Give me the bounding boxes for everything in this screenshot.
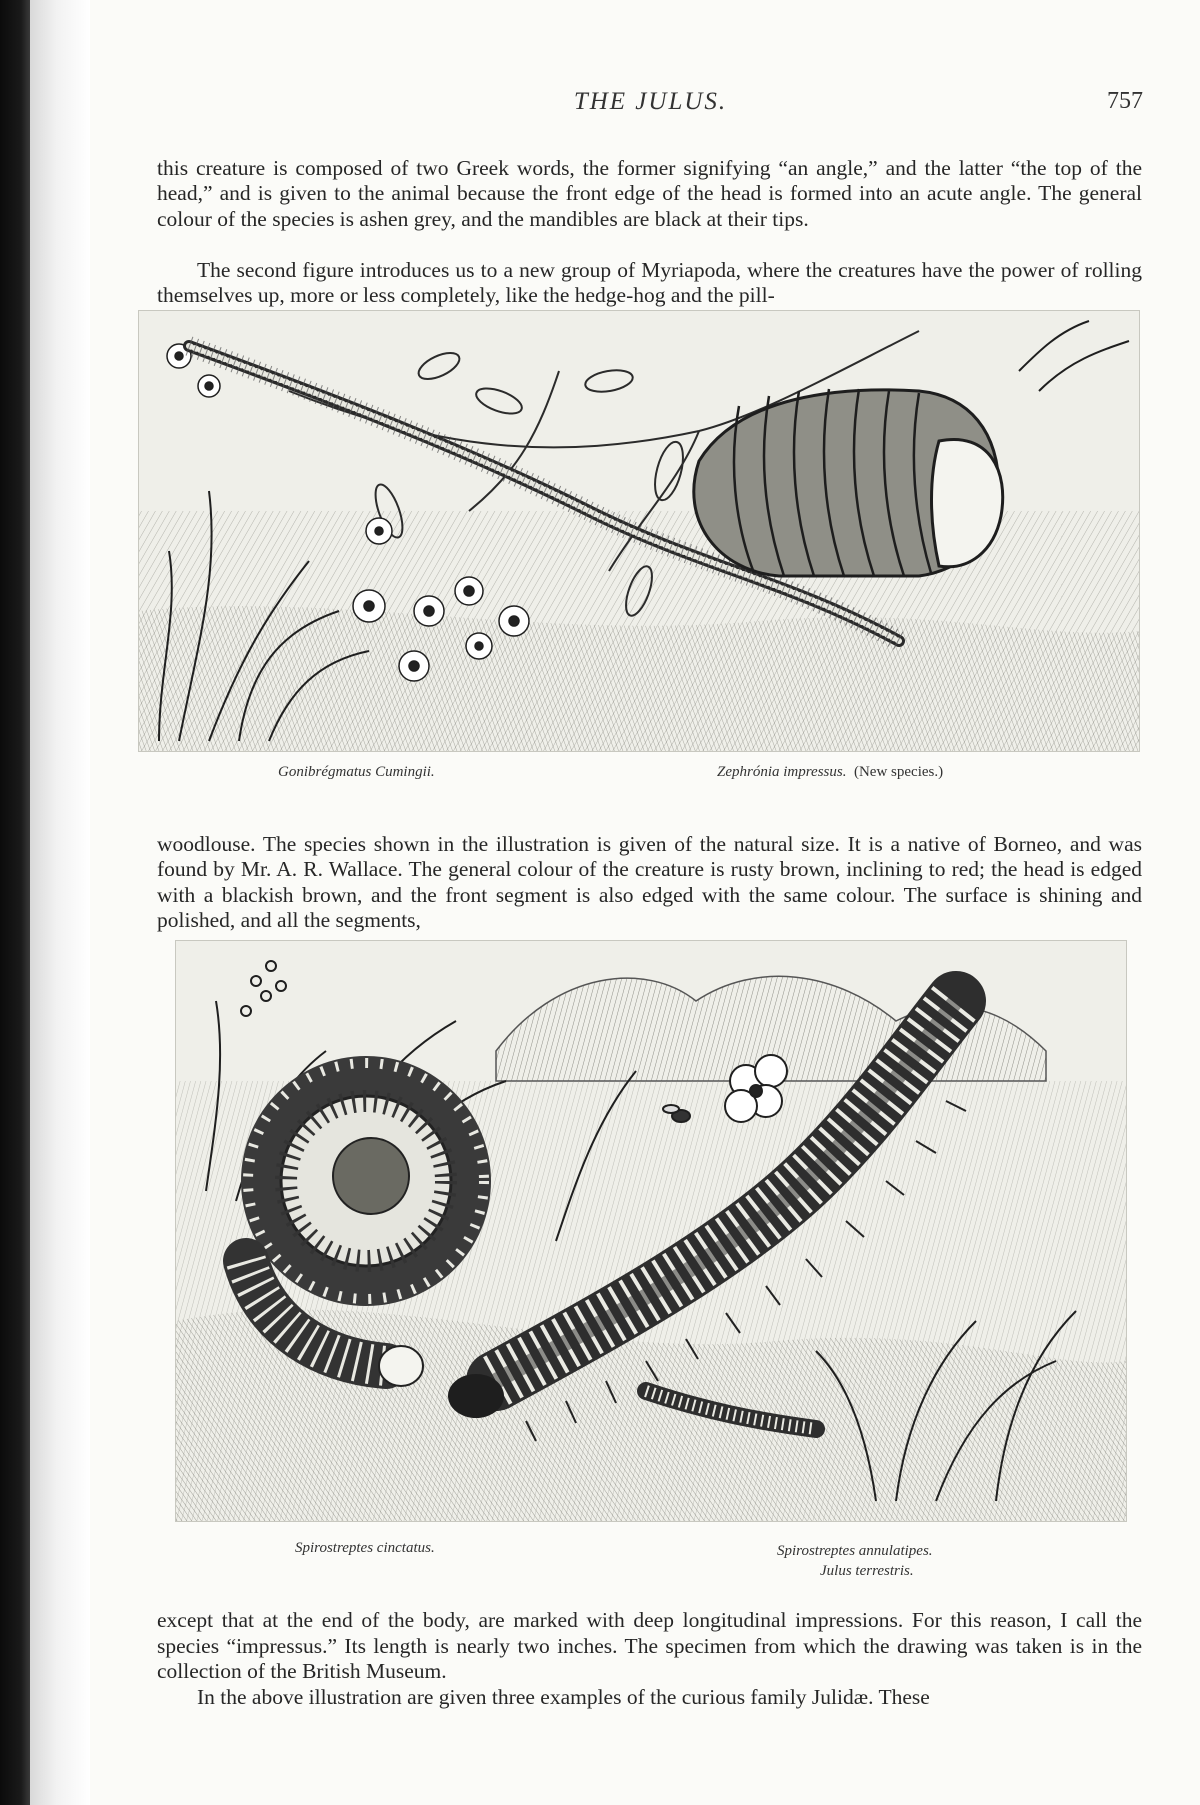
paragraph-second-figure-text: The second figure introduces us to a new group of Myriapoda, where the creatures have the power of rolling themselves up, more or less completely, like the hedge-hog and the pill- [157, 257, 1142, 307]
paragraph-impressus: except that at the end of the body, are marked with deep longitudinal impressions. For this reason, I call the species “impressus.” Its length is nearly two inches. The specimen from which the drawing was taken is in the collection of the British Museum. [157, 1608, 1142, 1683]
caption-julus-terrestris: Julus terrestris. [820, 1563, 914, 1579]
illustration-gonibregmatus-zephronia [138, 310, 1140, 752]
paragraph-julidae-text: In the above illustration are given three examples of the curious family Julidæ. These [197, 1684, 930, 1709]
running-title: THE JULUS. [573, 88, 728, 115]
illustration-spirostreptes-julus [175, 940, 1127, 1522]
caption-zephronia-name: Zephrónia impressus. [717, 764, 847, 780]
paragraph-closing [157, 1608, 1142, 1710]
caption-spirostreptes-cinctatus: Spirostreptes cinctatus. [295, 1540, 435, 1556]
book-binding-edge [0, 0, 30, 1805]
caption-gonibregmatus: Gonibrégmatus Cumingii. [278, 764, 435, 780]
caption-zephronia-note: (New species.) [853, 764, 944, 780]
paragraph-woodlouse: woodlouse. The species shown in the illustration is given of the natural size. It is a native of Borneo, and was found by Mr. A. R. Wallace. The general colour of the creature is rusty brown, inclining to red; the head is edged with a blackish brown, and the front segment is also edged with the same colour. The surface is shining and polished, and all the segments, [157, 831, 1142, 932]
page-header [158, 88, 1143, 122]
page-gutter-shadow [30, 0, 90, 1805]
paragraph-second-figure [157, 258, 1142, 309]
page-number: 757 [1107, 88, 1143, 114]
caption-spirostreptes-annulatipes: Spirostreptes annulatipes. [777, 1543, 933, 1559]
paragraph-julidae [157, 1685, 1142, 1711]
paragraph-continuation: this creature is composed of two Greek words, the former signifying “an angle,” and the latter “the top of the head,” and is given to the animal because the front edge of the head is formed into an acute angle. The general colour of the species is ashen grey, and the mandibles are black at their tips. [157, 155, 1142, 231]
caption-zephronia [717, 764, 943, 781]
